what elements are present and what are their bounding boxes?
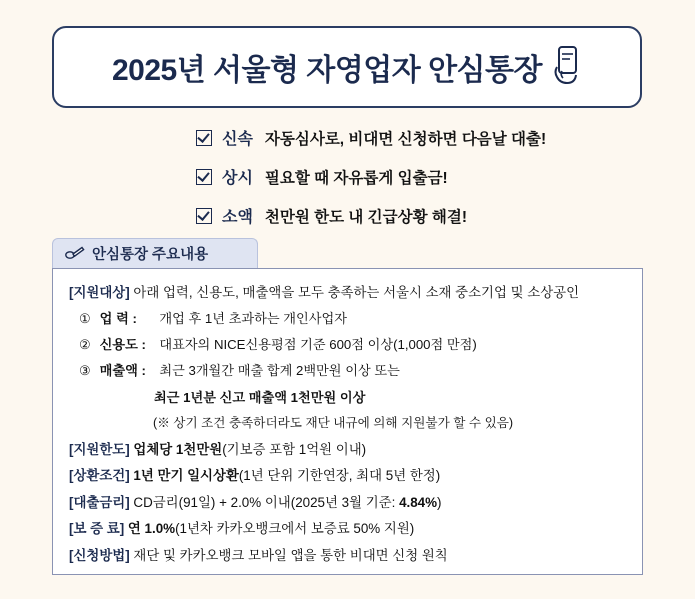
- repayment-note: (1년 단위 기한연장, 최대 5년 한정): [238, 468, 441, 484]
- guarantee-fee-label: [보 증 료]: [69, 521, 125, 537]
- interest-rate-tail: ): [437, 494, 442, 510]
- repayment-row: [69, 466, 624, 485]
- feature-key: 상시: [222, 170, 253, 187]
- criteria-text: 최근 3개월간 매출 합계 2백만원 이상 또는: [159, 363, 400, 379]
- interest-rate-value: 4.84%: [399, 494, 438, 510]
- criteria-key: 매출액 :: [99, 363, 146, 379]
- support-limit-row: [69, 440, 624, 459]
- feature-desc: 자동심사로, 비대면 신청하면 다음날 대출!: [264, 131, 547, 148]
- interest-rate-text: CD금리(91일) + 2.0% 이내(2025년 3월 기준:: [133, 494, 400, 510]
- list-item: [196, 126, 636, 149]
- application-method-text: 재단 및 카카오뱅크 모바일 앱을 통한 비대면 신청 원칙: [133, 547, 448, 563]
- criteria-item: [69, 335, 624, 355]
- checkbox-checked-icon: [196, 208, 212, 224]
- criteria-number: ②: [79, 337, 91, 353]
- criteria-key: 업 력 :: [99, 311, 137, 327]
- interest-rate-label: [대출금리]: [69, 494, 130, 510]
- section-header-tab: [52, 238, 258, 268]
- support-limit-note: (기보증 포함 1억원 이내): [222, 441, 367, 457]
- guarantee-fee-note: (1년차 카카오뱅크에서 보증료 50% 지원): [175, 521, 415, 537]
- feature-key: 신속: [222, 131, 253, 148]
- details-box: [52, 268, 643, 575]
- criteria-item: [69, 361, 624, 381]
- title-banner: [52, 26, 642, 108]
- criteria-continuation: 최근 1년분 신고 매출액 1천만원 이상: [154, 389, 366, 405]
- list-item: [196, 204, 636, 227]
- feature-list: [196, 126, 636, 243]
- criteria-number: ①: [79, 311, 91, 327]
- support-limit-value: 업체당 1천만원: [133, 441, 223, 457]
- support-limit-label: [지원한도]: [69, 441, 130, 457]
- repayment-label: [상환조건]: [69, 468, 130, 484]
- criteria-note: (※ 상기 조건 충족하더라도 재단 내규에 의해 지원불가 할 수 있음): [153, 415, 514, 430]
- pen-icon: [65, 246, 85, 262]
- support-target-line: [69, 283, 624, 302]
- support-target-label: [지원대상]: [69, 285, 130, 300]
- feature-key: 소액: [222, 209, 253, 226]
- checkbox-checked-icon: [196, 169, 212, 185]
- criteria-item: [69, 309, 624, 329]
- page-title: 2025년 서울형 자영업자 안심통장: [111, 54, 542, 87]
- feature-desc: 천만원 한도 내 긴급상황 해결!: [264, 209, 467, 226]
- repayment-value: 1년 만기 일시상환: [133, 468, 239, 484]
- support-target-text: 아래 업력, 신용도, 매출액을 모두 충족하는 서울시 소재 중소기업 및 소상공인: [133, 285, 580, 300]
- criteria-text: 대표자의 NICE신용평점 기준 600점 이상(1,000점 만점): [159, 337, 477, 353]
- section-title: 안심통장 주요내용: [92, 247, 209, 263]
- checkbox-checked-icon: [196, 130, 212, 146]
- list-item: [196, 165, 636, 188]
- interest-rate-row: [69, 493, 624, 512]
- application-method-label: [신청방법]: [69, 547, 130, 563]
- feature-desc: 필요할 때 자유롭게 입출금!: [264, 170, 448, 187]
- criteria-number: ③: [79, 363, 91, 379]
- guarantee-fee-row: [69, 519, 624, 538]
- guarantee-fee-value: 연 1.0%: [127, 521, 176, 537]
- card-hand-icon: [552, 45, 582, 90]
- criteria-text: 개업 후 1년 초과하는 개인사업자: [159, 311, 347, 327]
- criteria-key: 신용도 :: [99, 337, 146, 353]
- application-method-row: [69, 546, 624, 565]
